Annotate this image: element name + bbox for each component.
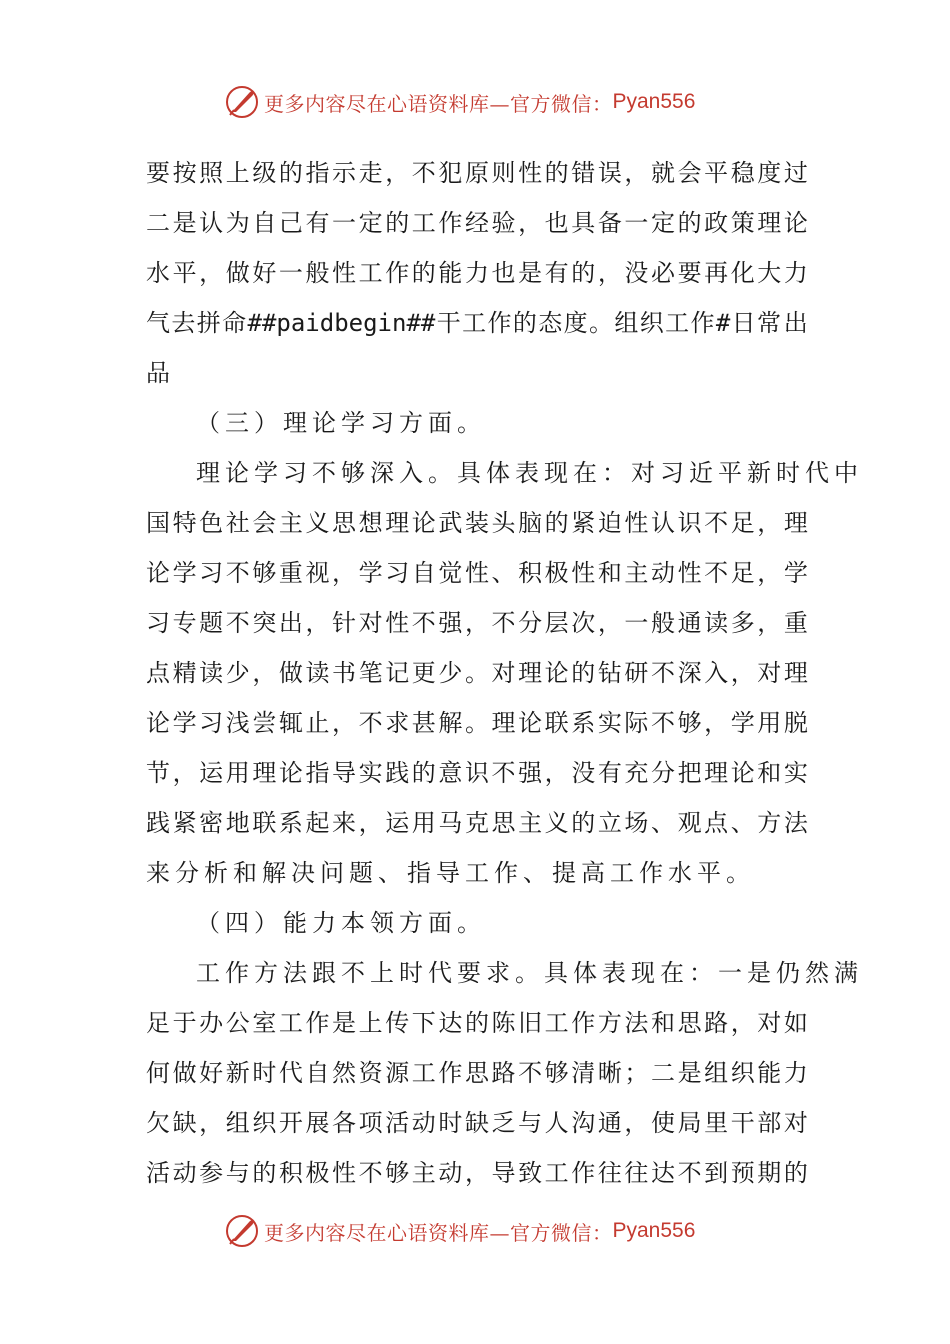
text-line: 理论学习不够深入。具体表现在：对习近平新时代中: [196, 459, 863, 487]
text-line: 要 按 照 上 级 的 指 示 走 ， 不 犯 原 则 性 的 错 误 ， 就 会 平 稳 度 过: [146, 159, 808, 187]
text-line: 点 精 读 少 ， 做 读 书 笔 记 更 少 。 对 理 论 的 钻 研 不 深 入 ， 对 理: [146, 659, 808, 687]
header-banner: [224, 82, 695, 122]
text-line: （三）理论学习方面。: [196, 409, 486, 437]
text-line: 论 学 习 浅 尝 辄 止 ， 不 求 甚 解 。 理 论 联 系 实 际 不 够 ， 学 用 脱: [146, 709, 808, 737]
text-line: 二 是 认 为 自 己 有 一 定 的 工 作 经 验 ， 也 具 备 一 定 的 政 策 理 论: [146, 209, 808, 237]
quill-logo-icon: [224, 84, 260, 120]
wechat-id: Pyan556: [612, 90, 696, 113]
text-line: 水 平 ， 做 好 一 般 性 工 作 的 能 力 也 是 有 的 ， 没 必 要 再 化 大 力: [146, 259, 808, 287]
text-line: 足 于 办 公 室 工 作 是 上 传 下 达 的 陈 旧 工 作 方 法 和 思 路 ， 对 如: [146, 1009, 808, 1037]
text-line: 来分析和解决问题、指导工作、提高工作水平。: [146, 859, 755, 887]
text-line: 活 动 参 与 的 积 极 性 不 够 主 动 ， 导 致 工 作 往 往 达 不 到 预 期 的: [146, 1159, 808, 1187]
text-line: 节 ， 运 用 理 论 指 导 实 践 的 意 识 不 强 ， 没 有 充 分 把 理 论 和 实: [146, 759, 808, 787]
banner-text: 更多内容尽在心语资料库—官方微信：: [264, 1220, 613, 1245]
footer-banner: [224, 1211, 695, 1251]
text-line: 论 学 习 不 够 重 视 ， 学 习 自 觉 性 、 积 极 性 和 主 动 性 不 足 ， 学: [146, 559, 808, 587]
document-body: [146, 148, 863, 1198]
wechat-id: Pyan556: [612, 1219, 696, 1242]
text-line: 欠 缺 ， 组 织 开 展 各 项 活 动 时 缺 乏 与 人 沟 通 ， 使 局 里 干 部 对: [146, 1109, 808, 1137]
text-line: 践 紧 密 地 联 系 起 来 ， 运 用 马 克 思 主 义 的 立 场 、 观 点 、 方 法: [146, 809, 808, 837]
text-line: （四）能力本领方面。: [196, 909, 486, 937]
banner-text: 更多内容尽在心语资料库—官方微信：: [264, 91, 613, 116]
text-line: 工作方法跟不上时代要求。具体表现在：一是仍然满: [196, 959, 863, 987]
text-line: 气 去 拼 命 ##paidbegin## 干 工 作 的 态 度 。 组 织 工 作 # 日 常 出: [146, 309, 808, 337]
text-line: 何 做 好 新 时 代 自 然 资 源 工 作 思 路 不 够 清 晰 ； 二 是 组 织 能 力: [146, 1059, 808, 1087]
text-line: 习 专 题 不 突 出 ， 针 对 性 不 强 ， 不 分 层 次 ， 一 般 通 读 多 ， 重: [146, 609, 808, 637]
text-line: 品: [146, 359, 175, 387]
quill-logo-icon: [224, 1213, 260, 1249]
text-line: 国 特 色 社 会 主 义 思 想 理 论 武 装 头 脑 的 紧 迫 性 认 识 不 足 ， 理: [146, 509, 808, 537]
